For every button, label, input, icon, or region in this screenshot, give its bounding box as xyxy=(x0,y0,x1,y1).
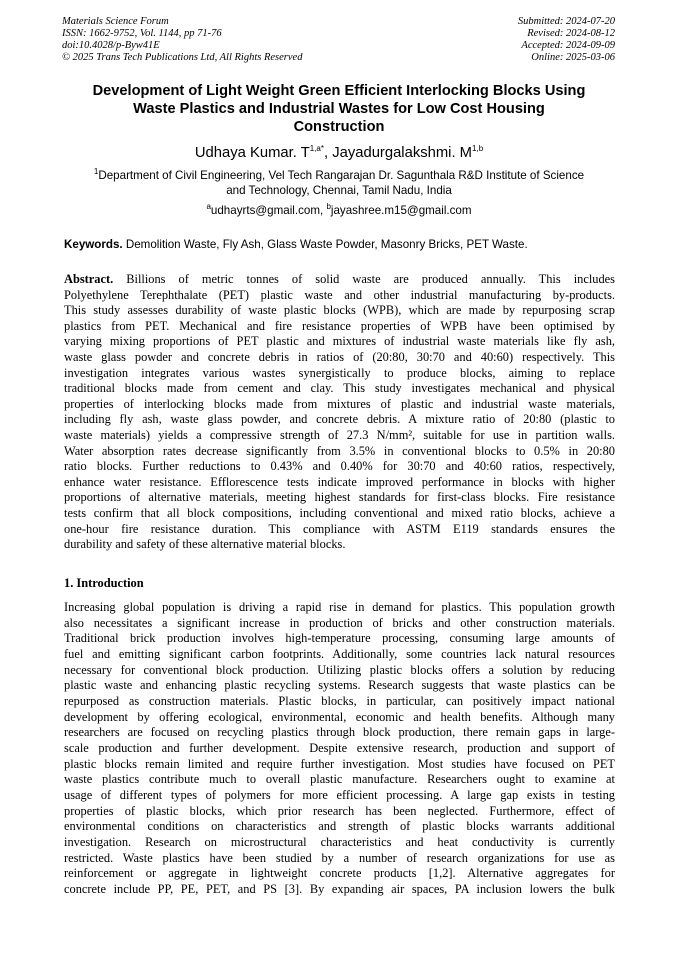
abstract-line: This study assesses durability of waste plastic blocks (WPB), which are made by repurposing scrap xyxy=(64,303,615,318)
abstract-label: Abstract. xyxy=(64,272,114,286)
body-line: scale production and further development. Despite extensive research, production and support of xyxy=(64,740,615,755)
abstract-line: Polyethylene Terephthalate (PET) plastic waste and other industrial manufacturing by-products. xyxy=(64,287,615,302)
email-address[interactable]: udhayrts@gmail.com xyxy=(210,204,320,217)
abstract-line: including fly ash, waste glass powder, and concrete debris. A mixture ratio of 20:80 (plastic to xyxy=(64,412,615,427)
keywords-label: Keywords. xyxy=(64,238,123,251)
abstract-line: durability and safety of these alternative material blocks. xyxy=(64,537,346,552)
body-line: environmental conditions on characteristics and strength of plastic blocks warrants additional xyxy=(64,819,615,834)
abstract-line: tests confirm that all block compositions, including conventional and mixed ratio blocks, achieve a xyxy=(64,505,615,520)
abstract-line: ratio blocks. Further reductions to 0.43% and 0.40% for 30:70 and 40:60 ratios, respectively, xyxy=(64,459,615,474)
abstract-line: investigation integrates various wastes synergistically to produce blocks, aiming to replace xyxy=(64,365,615,380)
author-emails xyxy=(60,203,618,218)
body-line: fuel and emitting significant carbon footprints. Additionally, some countries lack natural resources xyxy=(64,646,615,661)
affiliation-line: and Technology, Chennai, Tamil Nadu, India xyxy=(226,184,452,197)
journal-name: Materials Science Forum xyxy=(62,16,169,27)
section-heading-introduction: 1. Introduction xyxy=(64,576,144,590)
copyright-line: © 2025 Trans Tech Publications Ltd, All Rights Reserved xyxy=(62,52,303,63)
body-line: reinforcement or aggregate in lightweight concrete products [1,2]. Alternative aggregates for xyxy=(64,866,615,881)
revised-date: Revised: 2024-08-12 xyxy=(527,28,615,39)
author-affil-mark: 1,a* xyxy=(309,144,324,154)
introduction-body xyxy=(64,600,615,897)
author-separator: , xyxy=(323,145,333,161)
body-line: restricted. Waste plastics have been studied by a number of research organizations for use as xyxy=(64,850,615,865)
affiliation-line: Department of Civil Engineering, Vel Tech Rangarajan Dr. Sagunthala R&D Institute of Science xyxy=(98,169,585,182)
doi-line: doi:10.4028/p-Byw41E xyxy=(62,40,160,51)
author-name: Udhaya Kumar. T xyxy=(194,145,310,161)
body-line: usage of different types of polymers for more efficient processing. A large gap exists in testing xyxy=(64,787,615,802)
title-line: Construction xyxy=(293,119,385,135)
keywords-text: Demolition Waste, Fly Ash, Glass Waste Powder, Masonry Bricks, PET Waste. xyxy=(122,238,528,251)
abstract-line: varying mixing proportions of PET plastic and mixtures of industrial waste materials like fly ash, xyxy=(64,334,615,349)
body-line: plastic blocks remain limited and require further investigation. Most studies have focused on PET xyxy=(64,756,615,771)
abstract-line: enhance water resistance. Efflorescence tests indicate improved performance in blocks with higher xyxy=(64,474,615,489)
abstract-line: waste glass powder and concrete debris in ratios of (20:80, 30:70 and 40:60) respectively. This xyxy=(64,349,615,364)
email-separator: , xyxy=(319,204,327,217)
abstract-line: Abstract. Billions of metric tonnes of solid waste are produced annually. This includes xyxy=(64,272,615,286)
email-address[interactable]: jayashree.m15@gmail.com xyxy=(330,204,472,217)
body-line: concrete include PP, PE, PET, and PS [3]. By expanding air spaces, PA inclusion lowers the bulk xyxy=(64,881,615,896)
email-mark: b xyxy=(326,202,331,212)
affiliation xyxy=(70,168,608,198)
abstract-line: waste materials) yields a compressive strength of 27.3 N/mm², suitable for use in partition walls. xyxy=(64,427,615,442)
submitted-date: Submitted: 2024-07-20 xyxy=(517,16,615,27)
title-line: Development of Light Weight Green Efficient Interlocking Blocks Using xyxy=(92,83,586,99)
body-line: repurposed as construction materials. Plastic blocks, in particular, can positively impact national xyxy=(64,693,615,708)
abstract-line: properties of interlocking blocks made from mixtures of plastic and industrial waste materials, xyxy=(64,396,615,411)
author-name: Jayadurgalakshmi. M xyxy=(332,145,473,161)
abstract-line: proportions of alternative materials, meeting highest standards for first-class blocks. Fire resistance xyxy=(64,490,615,505)
abstract xyxy=(64,272,615,553)
body-line: plastic waste and enhancing plastic recycling systems. Research suggests that waste plastics can be xyxy=(64,678,615,693)
abstract-line: plastics from PET. Mechanical and fire resistance properties of WPB have been optimised by xyxy=(64,318,615,333)
keywords xyxy=(64,237,616,252)
issn-line: ISSN: 1662-9752, Vol. 1144, pp 71-76 xyxy=(62,28,222,39)
body-line: Traditional brick production involves high-temperature processing, consuming large amounts of xyxy=(64,631,615,646)
body-line: Increasing global population is driving a rapid rise in demand for plastics. This population growth xyxy=(64,600,615,614)
online-date: Online: 2025-03-06 xyxy=(531,52,615,63)
paper-title xyxy=(60,82,618,136)
author-affil-mark: 1,b xyxy=(472,144,484,154)
abstract-line: Water absorption rates decrease significantly from 3.5% in conventional blocks to 0.5% in 20:80 xyxy=(64,443,615,458)
author-list xyxy=(60,144,618,162)
email-mark: a xyxy=(206,202,211,212)
title-line: Waste Plastics and Industrial Wastes for Low Cost Housing xyxy=(133,101,545,117)
affiliation-mark: 1 xyxy=(93,167,99,177)
body-line: necessary for conventional block production. Utilizing plastic blocks offers a solution by reducing xyxy=(64,662,615,677)
body-line: researchers are focused on recycling plastics through block production, there remain gaps in large- xyxy=(64,725,615,740)
accepted-date: Accepted: 2024-09-09 xyxy=(521,40,615,51)
body-line: waste plastics contribute much to overall plastic manufacture. Researchers ought to examine at xyxy=(64,772,615,787)
body-line: properties of plastic blocks, which prior research has been neglected. Furthermore, effect of xyxy=(64,803,615,818)
abstract-line: traditional blocks made from cement and clay. This study investigates mechanical and physical xyxy=(64,381,615,396)
body-line: development by offering ecological, environmental, economic and health benefits. Although many xyxy=(64,709,615,724)
journal-info xyxy=(62,16,302,64)
body-line: investigation. Research on microstructural characteristics and heat conductivity is currently xyxy=(64,834,615,849)
submission-dates xyxy=(518,16,615,64)
body-line: also necessitates a significant increase in production of bricks and other construction materials. xyxy=(64,615,615,630)
abstract-line: one-hour fire resistance duration. This compliance with ASTM E119 standards ensures the xyxy=(64,521,615,536)
